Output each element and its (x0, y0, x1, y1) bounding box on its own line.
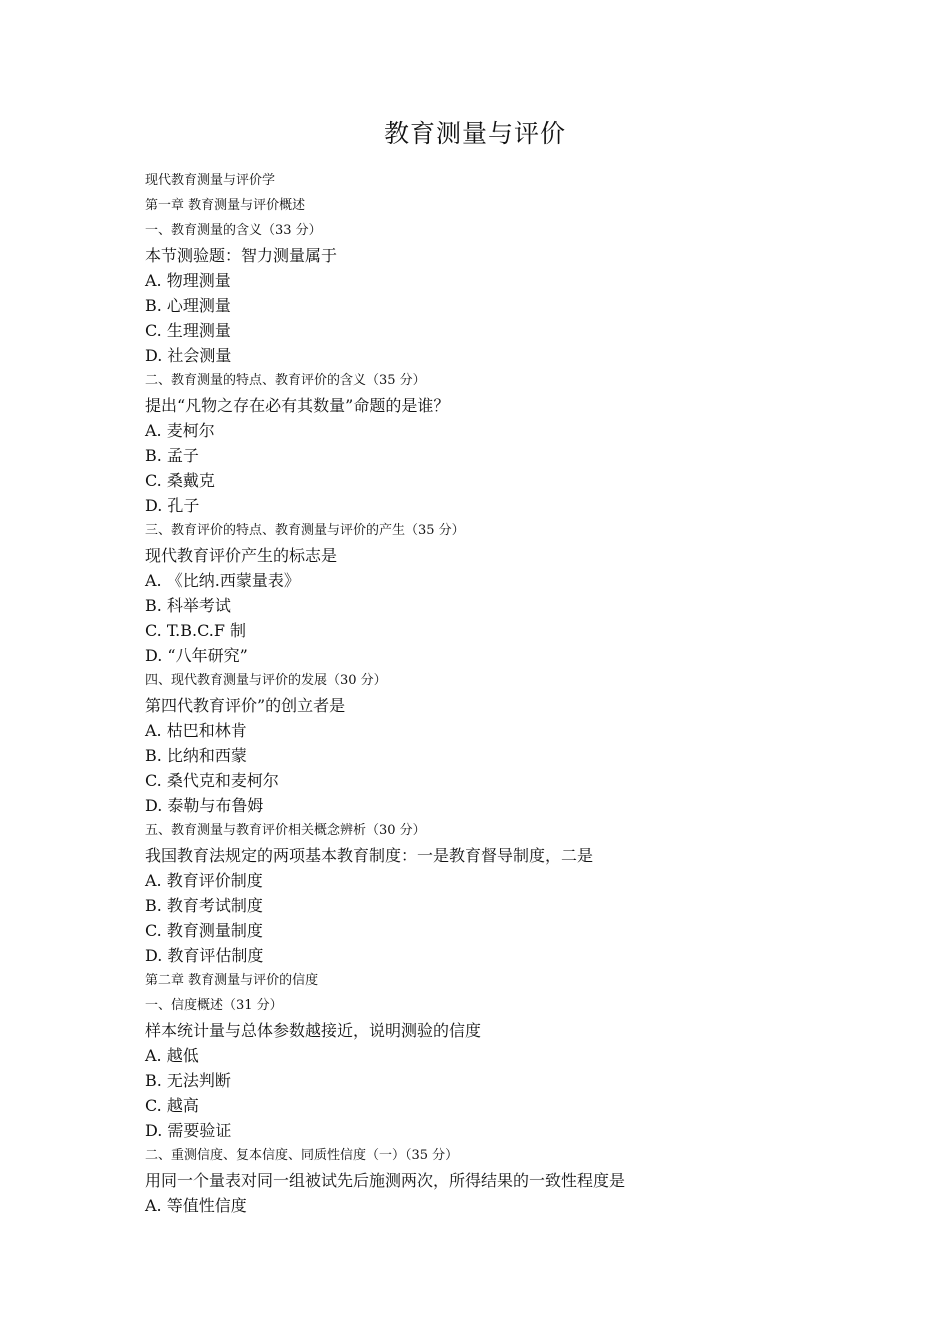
section-heading: 二、重测信度、复本信度、同质性信度（一）（35 分） (145, 1148, 459, 1163)
text-line: 用同一个量表对同一组被试先后施测两次，所得结果的一致性程度是 (145, 1171, 626, 1190)
text-line: B. 心理测量 (145, 296, 231, 315)
text-line: A. 等值性信度 (145, 1196, 247, 1215)
text-line: D. “八年研究” (145, 646, 248, 665)
text-line: A. 教育评价制度 (145, 871, 263, 890)
text-line: A. 麦柯尔 (145, 421, 215, 440)
text-line: C. 桑戴克 (145, 471, 215, 490)
text-line: 提出“凡物之存在必有其数量”命题的是谁？ (145, 396, 450, 415)
text-line: 我国教育法规定的两项基本教育制度：一是教育督导制度，二是 (145, 846, 594, 865)
text-line: 本节测验题：智力测量属于 (145, 246, 338, 265)
text-line: C. 桑代克和麦柯尔 (145, 771, 279, 790)
text-line: C. 教育测量制度 (145, 921, 263, 940)
text-line: C. 生理测量 (145, 321, 231, 340)
document-title: 教育测量与评价 (383, 119, 566, 148)
section-heading: 现代教育测量与评价学 (145, 173, 276, 188)
section-heading: 第一章 教育测量与评价概述 (145, 198, 306, 213)
text-line: B. 孟子 (145, 446, 199, 465)
text-line: D. 孔子 (145, 496, 200, 515)
text-line: B. 科举考试 (145, 596, 231, 615)
text-line: C. 越高 (145, 1096, 199, 1115)
text-line: A. 枯巴和林肯 (145, 721, 247, 740)
section-heading: 一、信度概述（31 分） (145, 998, 283, 1013)
text-line: 现代教育评价产生的标志是 (145, 546, 338, 565)
text-line: A. 物理测量 (145, 271, 231, 290)
section-heading: 二、教育测量的特点、教育评价的含义（35 分） (145, 373, 426, 388)
text-line: B. 教育考试制度 (145, 896, 263, 915)
section-heading: 三、教育评价的特点、教育测量与评价的产生（35 分） (145, 523, 465, 538)
section-heading: 四、现代教育测量与评价的发展（30 分） (145, 673, 387, 688)
document-body (145, 168, 825, 1218)
text-line: 第四代教育评价”的创立者是 (145, 696, 346, 715)
text-line: D. 社会测量 (145, 346, 232, 365)
text-line: D. 泰勒与布鲁姆 (145, 796, 264, 815)
text-line: D. 教育评估制度 (145, 946, 264, 965)
text-line: B. 无法判断 (145, 1071, 231, 1090)
text-line: A. 《比纳.西蒙量表》 (145, 571, 300, 590)
section-heading: 一、教育测量的含义（33 分） (145, 223, 322, 238)
text-line: 样本统计量与总体参数越接近，说明测验的信度 (145, 1021, 482, 1040)
section-heading: 第二章 教育测量与评价的信度 (145, 973, 319, 988)
text-line: C. T.B.C.F 制 (145, 621, 247, 640)
section-heading: 五、教育测量与教育评价相关概念辨析（30 分） (145, 823, 426, 838)
text-line: A. 越低 (145, 1046, 199, 1065)
text-line: D. 需要验证 (145, 1121, 232, 1140)
text-line: B. 比纳和西蒙 (145, 746, 247, 765)
